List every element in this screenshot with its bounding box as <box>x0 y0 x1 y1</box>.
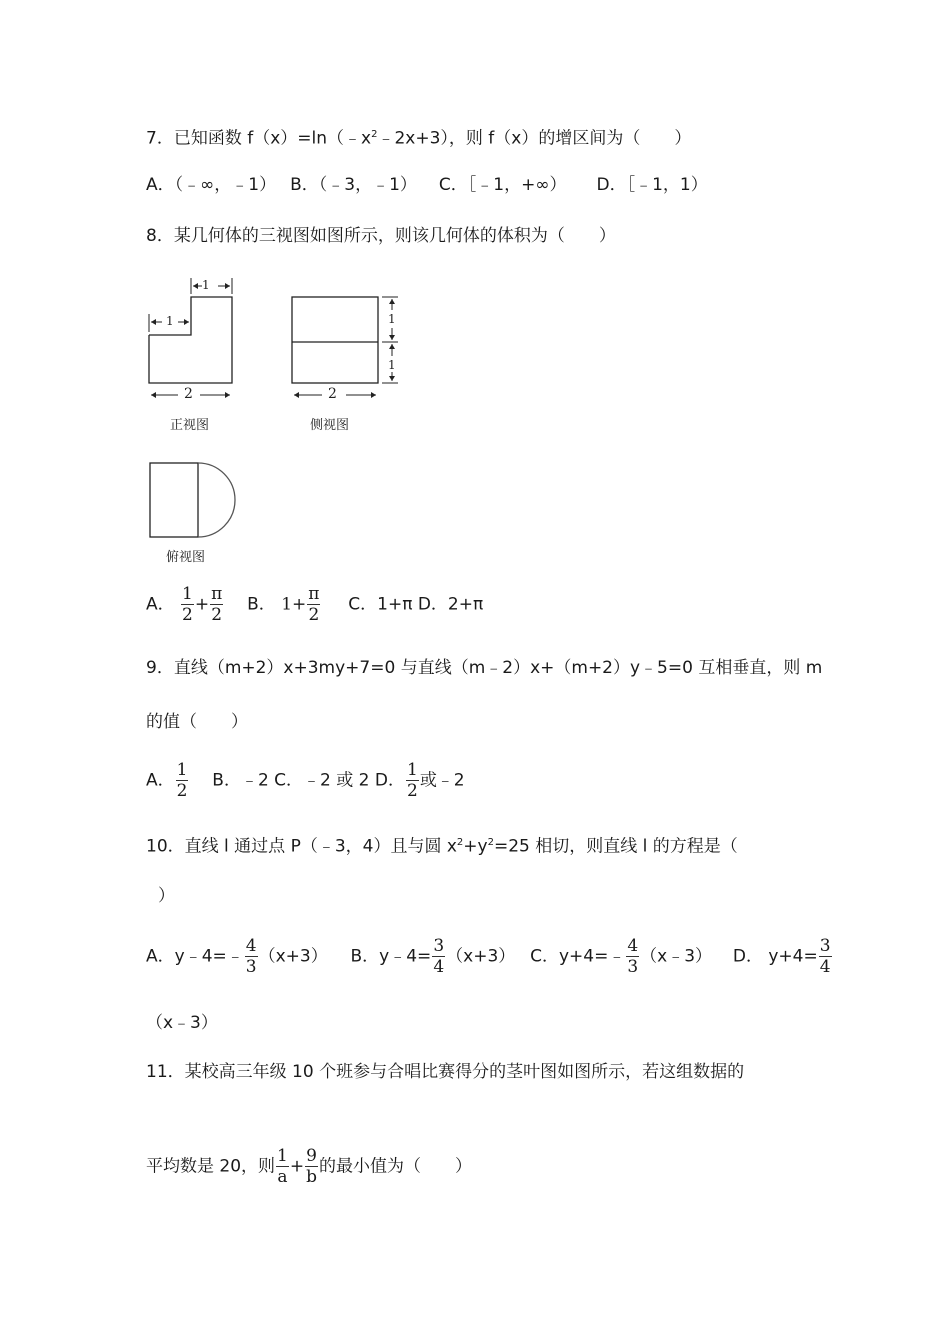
fraction-denominator: 2 <box>176 781 188 801</box>
front-view-figure <box>140 272 250 442</box>
q10-stem-text-a: 10．直线 l 通过点 P（﹣3，4）且与圆 x <box>146 836 457 857</box>
q7-stem-text-b: ﹣2x+3），则 f（x）的增区间为（ ） <box>377 128 692 149</box>
q8-option-a-fraction-2 <box>210 584 223 625</box>
q10-option-b-suffix: （x+3） <box>446 946 516 967</box>
q10-option-d-suffix: （x﹣3） <box>146 1013 218 1033</box>
fraction-numerator: 3 <box>433 936 445 956</box>
q9-options <box>146 760 465 801</box>
fraction-numerator: 1 <box>277 1146 288 1166</box>
fraction-numerator: 4 <box>245 936 257 956</box>
q10-option-d-prefix: D． y+4= <box>732 946 818 967</box>
fraction-numerator: 1 <box>406 760 418 780</box>
fraction-denominator: 3 <box>627 957 639 977</box>
side-bottom-dim-label: 2 <box>328 386 337 402</box>
q8-option-a-fraction-1 <box>181 584 194 625</box>
front-left-dim-label: 1 <box>166 314 174 328</box>
q11-stem-text-a: 平均数是 20，则 <box>146 1156 276 1177</box>
q11-stem-line-1: 11．某校高三年级 10 个班参与合唱比赛得分的茎叶图如图所示，若这组数据的 <box>146 1062 745 1082</box>
fraction-denominator: a <box>277 1167 288 1187</box>
q11-fraction-2 <box>305 1146 318 1187</box>
side-view-diagram <box>284 290 414 410</box>
side-view-figure <box>284 290 414 442</box>
side-upper-dim-label: 1 <box>388 312 396 326</box>
q10-superscript-2: 2 <box>487 837 494 848</box>
q7-option-b: B．（﹣3，﹣1） <box>290 175 417 195</box>
q8-option-d: D．2+π <box>417 594 484 615</box>
side-lower-dim-label: 1 <box>388 358 396 372</box>
q10-superscript-1: 2 <box>456 837 464 848</box>
q11-stem-text-b: 的最小值为（ ） <box>319 1156 473 1177</box>
fraction-denominator: 3 <box>245 957 257 977</box>
q9-stem-line-2: 的值（ ） <box>146 712 248 732</box>
q9-stem-line-1: 9．直线（m+2）x+3my+7=0 与直线（m﹣2）x+（m+2）y﹣5=0 互相垂直，则 m <box>146 658 823 678</box>
q10-options <box>146 936 833 977</box>
front-top-dim-label: 1 <box>202 278 210 292</box>
q9-option-a-fraction <box>176 760 189 801</box>
fraction-denominator: 4 <box>433 957 445 977</box>
fraction-denominator: 2 <box>308 605 320 625</box>
q9-option-d-fraction <box>406 760 419 801</box>
q10-option-c-suffix: （x﹣3） <box>640 946 713 967</box>
fraction-numerator: 1 <box>176 760 188 780</box>
q10-stem-line-1 <box>146 832 738 858</box>
q8-option-a-plus: + <box>194 594 210 615</box>
q8-stem: 8．某几何体的三视图如图所示，则该几何体的体积为（ ） <box>146 226 616 246</box>
q10-option-c-prefix: C．y+4=﹣ <box>530 946 626 967</box>
fraction-denominator: 2 <box>182 605 193 625</box>
q7-option-c: C．［﹣1，+∞） <box>438 175 567 195</box>
side-view-caption: 侧视图 <box>310 418 350 433</box>
front-bottom-dim-label: 2 <box>184 386 193 402</box>
fraction-denominator: 4 <box>819 957 831 977</box>
fraction-numerator: 1 <box>182 584 193 604</box>
q9-option-d-label: D． <box>374 770 405 791</box>
q10-option-d-fraction <box>819 936 832 977</box>
q7-stem-text: 7．已知函数 f（x）=ln（﹣x <box>146 128 372 149</box>
q11-fraction-1 <box>276 1146 289 1187</box>
q7-superscript: 2 <box>371 129 378 140</box>
q9-option-d-tail: 或﹣2 <box>419 770 465 791</box>
q7-stem <box>146 124 691 150</box>
q10-stem-text-c: =25 相切，则直线 l 的方程是（ <box>493 836 738 857</box>
q10-option-a-prefix: A．y﹣4=﹣ <box>146 946 244 967</box>
q10-stem-text-b: +y <box>463 836 488 857</box>
q8-option-b-prefix: 1+ <box>281 594 307 615</box>
fraction-numerator: π <box>308 584 320 604</box>
q9-option-a-label: A． <box>146 770 175 791</box>
q8-option-a-label: A． <box>146 594 175 615</box>
q7-option-a: A．（﹣∞，﹣1） <box>146 175 277 195</box>
q11-plus: + <box>289 1156 305 1177</box>
top-view-figure <box>146 458 246 568</box>
fraction-numerator: 9 <box>306 1146 317 1166</box>
front-view-diagram <box>140 272 250 412</box>
q11-stem-line-2 <box>146 1146 472 1187</box>
fraction-numerator: 3 <box>819 936 831 956</box>
q9-option-c: C．﹣2 或 2 <box>274 770 370 791</box>
fraction-numerator: π <box>211 584 223 604</box>
fraction-numerator: 4 <box>627 936 639 956</box>
front-view-caption: 正视图 <box>170 418 210 433</box>
fraction-denominator: 2 <box>406 781 418 801</box>
q8-option-b-fraction <box>307 584 320 625</box>
q10-option-c-fraction <box>626 936 639 977</box>
q9-option-b: B．﹣2 <box>212 770 269 791</box>
q10-stem-line-2: ） <box>158 886 175 906</box>
q7-option-d: D．［﹣1，1） <box>596 175 708 195</box>
q10-option-b-fraction <box>432 936 445 977</box>
q8-option-c: C．1+π <box>348 594 413 615</box>
q8-option-b-label: B． <box>247 594 276 615</box>
q10-option-a-suffix: （x+3） <box>258 946 328 967</box>
top-view-diagram <box>146 458 246 542</box>
q7-options <box>146 174 708 196</box>
q8-options <box>146 584 483 625</box>
top-view-caption: 俯视图 <box>166 550 206 565</box>
fraction-denominator: 2 <box>211 605 223 625</box>
q10-option-a-fraction <box>245 936 258 977</box>
fraction-denominator: b <box>306 1167 318 1187</box>
q10-option-b-prefix: B．y﹣4= <box>350 946 432 967</box>
